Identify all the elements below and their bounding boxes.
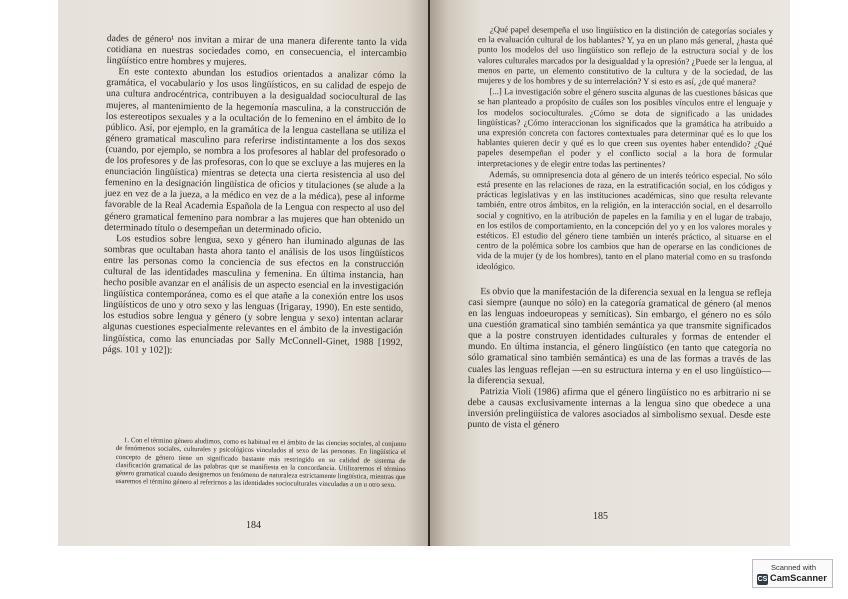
- footnote-text: 1. Con el término género aludimos, como es habitual en el ámbito de las ciencias sociales, al conjunto de fenómenos sociales, culturales y psicológicos vinculados al sexo de las personas. En lingüística el concepto de género tiene un significado bastante más restringido en su calidad de sistema de clasificación gramatical de las palabras que se manifiesta en la concordancia. Utilizaremos el término género gramatical cuando designemos un fenómeno de naturaleza estrictamente lingüística, mientras que usaremos el término género al referirnos a las identidades socioculturales vinculadas a un u otro sexo.: [115, 437, 406, 490]
- right-page-body: [468, 23, 773, 432]
- footnote: [115, 437, 406, 491]
- left-page-body: [103, 33, 407, 359]
- paragraph: dades de género¹ nos invitan a mirar de una manera diferente tanto la vida cotidiana en nuestras sociedades como, en consecuencia, el intercambio lingüístico entre hombres y mujeres.: [106, 33, 407, 69]
- quote-paragraph: Además, su omnipresencia dota al género de un interés teórico especial. No sólo está presente en las relaciones de raza, en la estratificación social, en los códigos y prácticas legislativas y en las instituciones académicas, sino que resulta relevante también, entre otros ámbitos, en la religión, en la interacción social, en el desarrollo social y cognitivo, en la atribución de papeles en la familia y en el lugar de trabajo, en los estilos de comportamiento, en la concepción del yo y en los valores morales y estéticos. El estudio del género tiene también un interés práctico, al situarse en el centro de la polémica sobre los cambios que han de operarse en las condiciones de vida de la mujer (y de los hombres), tanto en el plano material como en su trasfondo ideológico.: [476, 168, 773, 271]
- page-number: 184: [246, 520, 261, 531]
- paragraph: Patrizia Violi (1986) afirma que el género lingüístico no es arbitrario ni se debe a causas exclusivamente internas a la lengua sino que obedece a una inversión prelingüística de valores asociados al simbolismo sexual. Desde este punto de vista el género: [467, 385, 771, 431]
- camscanner-watermark: [752, 559, 833, 588]
- left-page: [58, 0, 428, 546]
- page-number: 185: [593, 511, 608, 522]
- quote-paragraph: [...] La investigación sobre el género suscita algunas de las cuestiones básicas que se han planteado a propósito de cuáles son los posibles vínculos entre el lenguaje y los modelos socioculturales. ¿Cómo se dota de significado a las unidades lingüísticas? ¿Cómo interaccionan los significados que la gramática ha atribuido a una expresión concreta con factores contextuales para determinar qué es lo que los hablantes quieren decir y qué es lo que creen sus oyentes haber entendido? ¿Qué papeles desempeñan el poder y el conflicto social a la hora de formular interpretaciones y de elegir entre todas las pertinentes?: [477, 86, 773, 169]
- right-page: [430, 0, 790, 546]
- watermark-brand: CamScanner: [770, 573, 827, 583]
- paragraph: Es obvio que la manifestación de la diferencia sexual en la lengua se refleja casi siempre (aunque no sólo) en la categoría gramatical de género (al menos en las lenguas indoeuropeas y semíticas). Sin embargo, el género no es sólo una cuestión gramatical sino también semántica ya que transmite significados que a la postre construyen identidades culturales y formas de entender el mundo. En última instancia, el género lingüístico (en tanto que categoría no sólo gramatical sino también semántica) es una de las formas a través de las cuales las lenguas reflejan —en su estructura interna y en el uso lingüístico— la diferencia sexual.: [467, 285, 772, 387]
- camscanner-logo-icon: CS: [757, 576, 768, 583]
- watermark-caption: Scanned with: [770, 563, 817, 572]
- paragraph: Los estudios sobre lengua, sexo y género han iluminado algunas de las sombras que ocultaban hasta ahora tanto el análisis de los usos lingüísticos entre las personas como la conciencia de sus efectos en la construcción cultural de las identidades masculina y femenina. En última instancia, han hecho posible avanzar en el análisis de un aspecto esencial en la investigación lingüística contemporánea, como es el que atañe a la conexión entre los usos lingüísticos de uno y otro sexo y las lenguas (Irigaray, 1990). En este sentido, los estudios sobre lengua y género (y sobre lengua y sexo) intentan aclarar algunas cuestiones especialmente relevantes en el ámbito de la investigación lingüística, como las enunciadas por Sally McConnell-Ginet, 1988 [1992, págs. 101 y 102]):: [102, 232, 405, 356]
- scanned-book-spread: [58, 0, 790, 546]
- paragraph: En este contexto abundan los estudios orientados a analizar cómo la gramática, el vocabulario y los usos lingüísticos, en su calidad de espejo de una cultura androcéntrica, contribuyen a la desigualdad sociocultural de las mujeres, al mantenimiento de la hegemonía masculina, a la construcción de los estereotipos sexuales y a la ocultación de lo femenino en el ámbito de lo público. Así, por ejemplo, en la gramática de la lengua castellana se utiliza el género gramatical masculino para referirse indistintamente a los dos sexos (cuando, por ejemplo, se nombra a los profesores al hablar del profesorado o de los profesores y de las profesoras, con lo que se excluye a las mujeres en la enunciación lingüística) mientras se detecta una cierta resistencia al uso del femenino en la designación lingüística de oficios y titulaciones (se alude a la juez en vez de a la jueza, a la médico en vez de a la médica), pese al informe favorable de la Real Academia Española de la Lengua con respecto al uso del género gramatical femenino para nombrar a las mujeres que han obtenido un determinado título o desempeñan un determinado oficio.: [104, 66, 407, 236]
- quote-paragraph: ¿Qué papel desempeña el uso lingüístico en la distinción de categorías sociales y en la evaluación cultural de los hablantes? Y, ya en un plano más general, ¿hasta qué punto los modelos del uso lingüístico son reflejo de la estructura social y de los valores culturales marcados por la desigualdad y la opresión? ¿Puede ser la lengua, al menos en parte, un elemento constitutivo de la cultura y de la sociedad, de las mujeres y de los hombres y de su interrelación? Y si esto es así, ¿de qué manera?: [477, 24, 773, 87]
